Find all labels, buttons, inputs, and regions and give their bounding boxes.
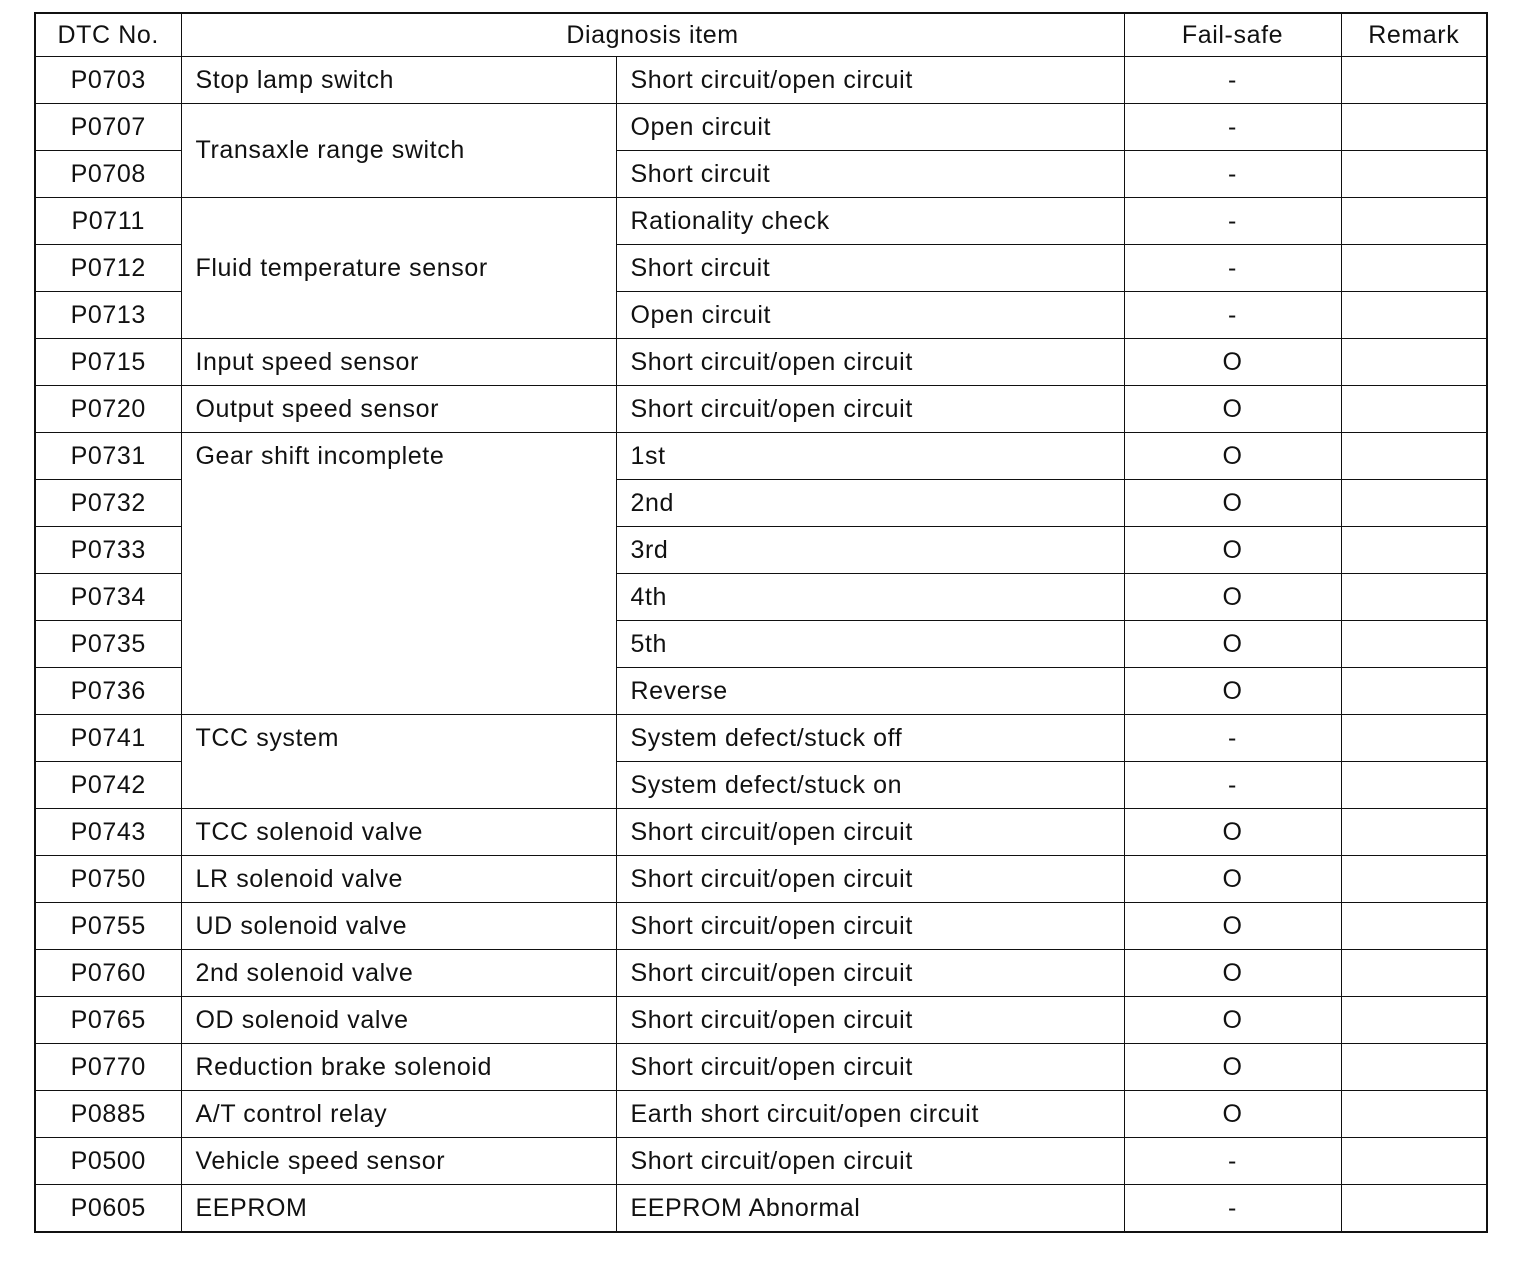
dtc-code: P0885 xyxy=(35,1091,181,1138)
table-row xyxy=(35,950,1487,997)
dtc-table xyxy=(34,12,1488,1233)
diagnosis-detail: 3rd xyxy=(616,527,1124,574)
fail-safe-mark: O xyxy=(1124,903,1341,950)
dtc-code: P0731 xyxy=(35,433,181,480)
remark-cell xyxy=(1341,1138,1487,1185)
diagnosis-detail: Short circuit/open circuit xyxy=(616,57,1124,104)
diagnosis-detail: System defect/stuck off xyxy=(616,715,1124,762)
remark-cell xyxy=(1341,386,1487,433)
header-diagnosis-item: Diagnosis item xyxy=(181,13,1124,57)
table-header xyxy=(35,13,1487,57)
remark-cell xyxy=(1341,339,1487,386)
diagnosis-detail: Rationality check xyxy=(616,198,1124,245)
remark-cell xyxy=(1341,715,1487,762)
remark-cell xyxy=(1341,856,1487,903)
diagnosis-item: EEPROM xyxy=(181,1185,616,1233)
diagnosis-detail: Short circuit/open circuit xyxy=(616,856,1124,903)
diagnosis-detail: Earth short circuit/open circuit xyxy=(616,1091,1124,1138)
diagnosis-detail: 4th xyxy=(616,574,1124,621)
fail-safe-mark: O xyxy=(1124,480,1341,527)
diagnosis-item: Stop lamp switch xyxy=(181,57,616,104)
dtc-code: P0770 xyxy=(35,1044,181,1091)
remark-cell xyxy=(1341,480,1487,527)
fail-safe-mark: O xyxy=(1124,668,1341,715)
dtc-code: P0707 xyxy=(35,104,181,151)
dtc-code: P0743 xyxy=(35,809,181,856)
remark-cell xyxy=(1341,621,1487,668)
diagnosis-detail: Short circuit xyxy=(616,245,1124,292)
diagnosis-detail: Short circuit/open circuit xyxy=(616,903,1124,950)
diagnosis-item: Output speed sensor xyxy=(181,386,616,433)
fail-safe-mark: O xyxy=(1124,339,1341,386)
dtc-code: P0713 xyxy=(35,292,181,339)
dtc-code: P0712 xyxy=(35,245,181,292)
dtc-code: P0720 xyxy=(35,386,181,433)
remark-cell xyxy=(1341,903,1487,950)
dtc-code: P0500 xyxy=(35,1138,181,1185)
diagnosis-detail: Short circuit/open circuit xyxy=(616,997,1124,1044)
diagnosis-item: OD solenoid valve xyxy=(181,997,616,1044)
table-row xyxy=(35,198,1487,245)
diagnosis-detail: Short circuit/open circuit xyxy=(616,1138,1124,1185)
remark-cell xyxy=(1341,245,1487,292)
diagnosis-item: Transaxle range switch xyxy=(181,104,616,198)
diagnosis-detail: Short circuit xyxy=(616,151,1124,198)
fail-safe-mark: O xyxy=(1124,621,1341,668)
dtc-code: P0734 xyxy=(35,574,181,621)
diagnosis-detail: Open circuit xyxy=(616,104,1124,151)
diagnosis-detail: Reverse xyxy=(616,668,1124,715)
diagnosis-detail: Short circuit/open circuit xyxy=(616,1044,1124,1091)
table-row xyxy=(35,997,1487,1044)
table-row xyxy=(35,715,1487,762)
table-row xyxy=(35,57,1487,104)
dtc-code: P0708 xyxy=(35,151,181,198)
diagnosis-item: Reduction brake solenoid xyxy=(181,1044,616,1091)
table-row xyxy=(35,1185,1487,1233)
remark-cell xyxy=(1341,809,1487,856)
remark-cell xyxy=(1341,1044,1487,1091)
dtc-code: P0733 xyxy=(35,527,181,574)
fail-safe-mark: O xyxy=(1124,574,1341,621)
dtc-code: P0715 xyxy=(35,339,181,386)
fail-safe-mark: - xyxy=(1124,715,1341,762)
fail-safe-mark: - xyxy=(1124,151,1341,198)
table-row xyxy=(35,903,1487,950)
remark-cell xyxy=(1341,762,1487,809)
dtc-code: P0605 xyxy=(35,1185,181,1233)
dtc-code: P0750 xyxy=(35,856,181,903)
remark-cell xyxy=(1341,57,1487,104)
fail-safe-mark: - xyxy=(1124,292,1341,339)
remark-cell xyxy=(1341,151,1487,198)
table-row xyxy=(35,386,1487,433)
header-remark: Remark xyxy=(1341,13,1487,57)
diagnosis-detail: Short circuit/open circuit xyxy=(616,386,1124,433)
diagnosis-detail: Open circuit xyxy=(616,292,1124,339)
table-row xyxy=(35,1044,1487,1091)
fail-safe-mark: - xyxy=(1124,762,1341,809)
diagnosis-item: Vehicle speed sensor xyxy=(181,1138,616,1185)
fail-safe-mark: O xyxy=(1124,950,1341,997)
dtc-code: P0755 xyxy=(35,903,181,950)
table-row xyxy=(35,433,1487,480)
fail-safe-mark: - xyxy=(1124,245,1341,292)
diagnosis-detail: Short circuit/open circuit xyxy=(616,339,1124,386)
remark-cell xyxy=(1341,433,1487,480)
fail-safe-mark: - xyxy=(1124,57,1341,104)
dtc-code: P0741 xyxy=(35,715,181,762)
dtc-code: P0760 xyxy=(35,950,181,997)
dtc-code: P0742 xyxy=(35,762,181,809)
remark-cell xyxy=(1341,527,1487,574)
fail-safe-mark: - xyxy=(1124,198,1341,245)
remark-cell xyxy=(1341,104,1487,151)
fail-safe-mark: - xyxy=(1124,1185,1341,1233)
diagnosis-item: TCC solenoid valve xyxy=(181,809,616,856)
fail-safe-mark: O xyxy=(1124,809,1341,856)
remark-cell xyxy=(1341,292,1487,339)
remark-cell xyxy=(1341,1091,1487,1138)
table-row xyxy=(35,856,1487,903)
diagnosis-item: Input speed sensor xyxy=(181,339,616,386)
fail-safe-mark: O xyxy=(1124,386,1341,433)
remark-cell xyxy=(1341,950,1487,997)
diagnosis-item: 2nd solenoid valve xyxy=(181,950,616,997)
table-row xyxy=(35,809,1487,856)
dtc-code: P0735 xyxy=(35,621,181,668)
remark-cell xyxy=(1341,1185,1487,1233)
fail-safe-mark: O xyxy=(1124,433,1341,480)
dtc-code: P0736 xyxy=(35,668,181,715)
fail-safe-mark: O xyxy=(1124,1044,1341,1091)
fail-safe-mark: O xyxy=(1124,527,1341,574)
header-dtc-no: DTC No. xyxy=(35,13,181,57)
table-row xyxy=(35,1091,1487,1138)
dtc-code: P0703 xyxy=(35,57,181,104)
table-body xyxy=(35,57,1487,1233)
dtc-code: P0711 xyxy=(35,198,181,245)
diagnosis-item: Gear shift incomplete xyxy=(181,433,616,715)
diagnosis-detail: Short circuit/open circuit xyxy=(616,809,1124,856)
diagnosis-detail: 2nd xyxy=(616,480,1124,527)
dtc-code: P0732 xyxy=(35,480,181,527)
diagnosis-detail: Short circuit/open circuit xyxy=(616,950,1124,997)
diagnosis-item: Fluid temperature sensor xyxy=(181,198,616,339)
table-row xyxy=(35,104,1487,151)
fail-safe-mark: O xyxy=(1124,1091,1341,1138)
remark-cell xyxy=(1341,668,1487,715)
diagnosis-item: TCC system xyxy=(181,715,616,809)
header-row xyxy=(35,13,1487,57)
fail-safe-mark: - xyxy=(1124,1138,1341,1185)
diagnosis-detail: 1st xyxy=(616,433,1124,480)
table-row xyxy=(35,339,1487,386)
diagnosis-detail: 5th xyxy=(616,621,1124,668)
remark-cell xyxy=(1341,997,1487,1044)
fail-safe-mark: - xyxy=(1124,104,1341,151)
table-row xyxy=(35,1138,1487,1185)
fail-safe-mark: O xyxy=(1124,856,1341,903)
diagnosis-detail: System defect/stuck on xyxy=(616,762,1124,809)
remark-cell xyxy=(1341,574,1487,621)
header-fail-safe: Fail-safe xyxy=(1124,13,1341,57)
remark-cell xyxy=(1341,198,1487,245)
fail-safe-mark: O xyxy=(1124,997,1341,1044)
dtc-code: P0765 xyxy=(35,997,181,1044)
diagnosis-item: UD solenoid valve xyxy=(181,903,616,950)
diagnosis-item: A/T control relay xyxy=(181,1091,616,1138)
diagnosis-detail: EEPROM Abnormal xyxy=(616,1185,1124,1233)
diagnosis-item: LR solenoid valve xyxy=(181,856,616,903)
